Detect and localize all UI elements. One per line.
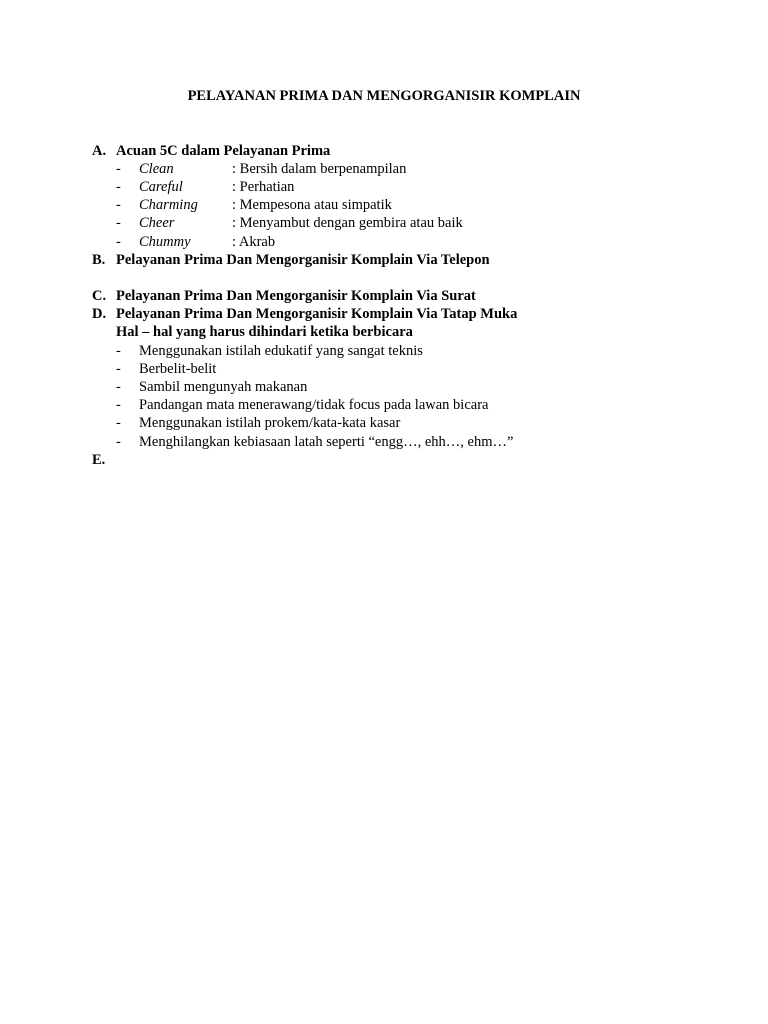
list-item-text: Pandangan mata menerawang/tidak focus pada lawan bicara	[139, 397, 489, 413]
list-dash: -	[116, 361, 121, 377]
list-dash: -	[116, 379, 121, 395]
definition: : Menyambut dengan gembira atau baik	[232, 215, 463, 231]
term: Clean	[139, 161, 174, 177]
section-a-heading: Acuan 5C dalam Pelayanan Prima	[116, 143, 331, 159]
list-dash: -	[116, 215, 121, 231]
list-dash: -	[116, 179, 121, 195]
list-dash: -	[116, 197, 121, 213]
section-c-letter: C.	[92, 288, 107, 304]
list-item-text: Menghilangkan kebiasaan latah seperti “engg…, ehh…, ehm…”	[139, 434, 514, 450]
list-dash: -	[116, 161, 121, 177]
list-item-text: Berbelit-belit	[139, 361, 217, 377]
section-b-heading: Pelayanan Prima Dan Mengorganisir Komplain Via Telepon	[116, 252, 490, 268]
list-item-text: Sambil mengunyah makanan	[139, 379, 308, 395]
definition: : Perhatian	[232, 179, 295, 195]
list-item-text: Menggunakan istilah edukatif yang sangat teknis	[139, 343, 423, 359]
section-e-letter: E.	[92, 452, 106, 468]
section-d-letter: D.	[92, 306, 107, 322]
list-dash: -	[116, 343, 121, 359]
document-title: PELAYANAN PRIMA DAN MENGORGANISIR KOMPLAIN	[187, 88, 581, 104]
term: Cheer	[139, 215, 175, 231]
list-dash: -	[116, 397, 121, 413]
section-a-letter: A.	[92, 143, 107, 159]
section-d-subheading: Hal – hal yang harus dihindari ketika berbicara	[116, 324, 413, 340]
section-b-letter: B.	[92, 252, 106, 268]
definition: : Akrab	[232, 234, 276, 250]
term: Careful	[139, 179, 183, 195]
definition: : Bersih dalam berpenampilan	[232, 161, 407, 177]
list-item-text: Menggunakan istilah prokem/kata-kata kasar	[139, 415, 401, 431]
definition: : Mempesona atau simpatik	[232, 197, 392, 213]
list-dash: -	[116, 234, 121, 250]
list-dash: -	[116, 434, 121, 450]
section-c-heading: Pelayanan Prima Dan Mengorganisir Komplain Via Surat	[116, 288, 476, 304]
section-d-heading: Pelayanan Prima Dan Mengorganisir Komplain Via Tatap Muka	[116, 306, 518, 322]
term: Charming	[139, 197, 198, 213]
list-dash: -	[116, 415, 121, 431]
term: Chummy	[139, 234, 191, 250]
